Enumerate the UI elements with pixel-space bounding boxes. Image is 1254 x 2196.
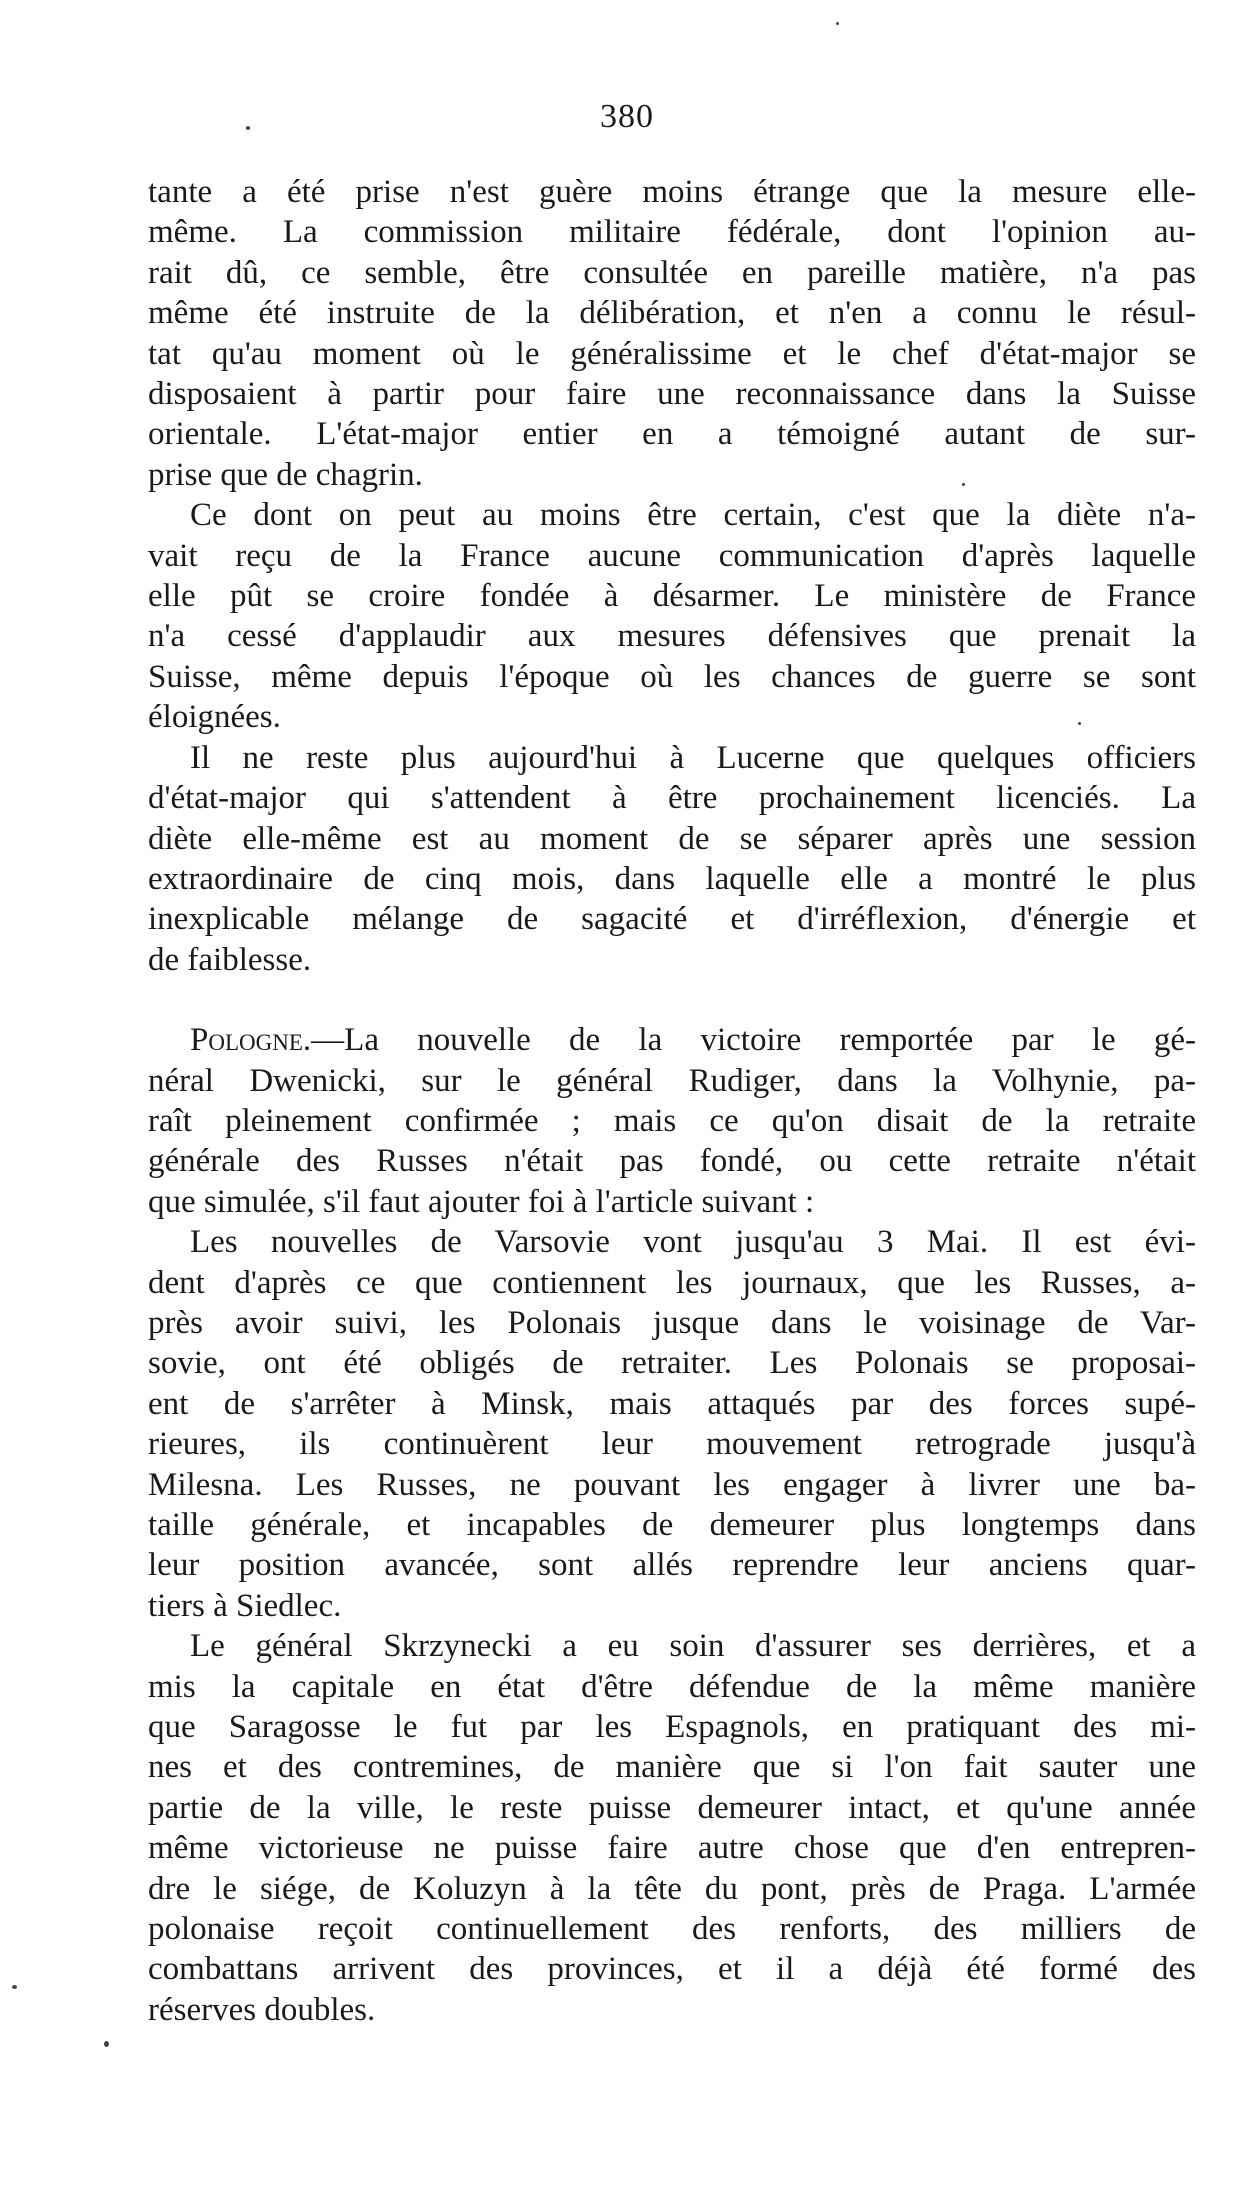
text-line: néral Dwenicki, sur le général Rudiger, dans la Volhynie, pa-: [148, 1062, 1196, 1099]
text-line: Ce dont on peut au moins être certain, c'est que la diète n'a-: [190, 497, 1196, 534]
paragraph: [148, 738, 1196, 980]
text-line: même été instruite de la délibération, et n'en a connu le résul-: [148, 295, 1196, 332]
text-line: réserves doubles.: [148, 1991, 376, 2028]
text-line: de faiblesse.: [148, 941, 312, 978]
text-fragment: —La nouvelle de la victoire remportée par le gé-: [311, 1022, 1196, 1059]
text-line: Milesna. Les Russes, ne pouvant les engager à livrer une ba-: [148, 1466, 1196, 1503]
scan-speck: [1078, 722, 1081, 725]
text-line: disposaient à partir pour faire une reconnaissance dans la Suisse: [148, 376, 1196, 413]
text-line: partie de la ville, le reste puisse demeurer intact, et qu'une année: [148, 1789, 1196, 1826]
text-line: diète elle-même est au moment de se séparer après une session: [148, 820, 1196, 857]
text-line: n'a cessé d'applaudir aux mesures défensives que prenait la: [148, 618, 1196, 655]
text-line: même victorieuse ne puisse faire autre chose que d'en entrepren-: [148, 1830, 1196, 1867]
scan-speck: [12, 1985, 17, 1989]
text-line: près avoir suivi, les Polonais jusque dans le voisinage de Var-: [148, 1304, 1196, 1341]
page-number: 380: [600, 98, 654, 135]
paragraph: [148, 172, 1196, 495]
text-line: générale des Russes n'était pas fondé, ou cette retraite n'était: [148, 1143, 1196, 1180]
scan-speck: [962, 483, 965, 486]
text-line: dre le siége, de Koluzyn à la tête du pont, près de Praga. L'armée: [148, 1870, 1196, 1907]
scan-speck: [246, 126, 250, 130]
text-line: nes et des contremines, de manière que si l'on fait sauter une: [148, 1749, 1196, 1786]
text-line: sovie, ont été obligés de retraiter. Les Polonais se proposai-: [148, 1345, 1196, 1382]
text-line: que simulée, s'il faut ajouter foi à l'article suivant :: [148, 1183, 815, 1220]
page-text: [148, 172, 1196, 2030]
text-line: rait dû, ce semble, être consultée en pareille matière, n'a pas: [148, 254, 1196, 291]
text-line: Suisse, même depuis l'époque où les chances de guerre se sont: [148, 658, 1196, 695]
text-line: que Saragosse le fut par les Espagnols, en pratiquant des mi-: [148, 1709, 1196, 1746]
text-line: Il ne reste plus aujourd'hui à Lucerne que quelques officiers: [190, 739, 1196, 776]
paragraph: [148, 1020, 1196, 1222]
text-line: Le général Skrzynecki a eu soin d'assurer ses derrières, et a: [190, 1628, 1196, 1665]
text-line: rieures, ils continuèrent leur mouvement retrograde jusqu'à: [148, 1426, 1196, 1463]
text-line: mis la capitale en état d'être défendue de la même manière: [148, 1668, 1196, 1705]
text-line: leur position avancée, sont allés reprendre leur anciens quar-: [148, 1547, 1196, 1584]
section-heading: Pologne.: [190, 1022, 312, 1059]
text-line: tiers à Siedlec.: [148, 1587, 342, 1624]
text-line: taille générale, et incapables de demeurer plus longtemps dans: [148, 1507, 1196, 1543]
text-line: dent d'après ce que contiennent les journaux, que les Russes, a-: [148, 1264, 1196, 1301]
scan-speck: [104, 2041, 109, 2047]
text-line: raît pleinement confirmée ; mais ce qu'on disait de la retraite: [148, 1102, 1196, 1139]
scan-speck: [836, 22, 839, 25]
text-line: polonaise reçoit continuellement des renforts, des milliers de: [148, 1911, 1196, 1948]
text-line: extraordinaire de cinq mois, dans laquelle elle a montré le plus: [148, 860, 1196, 897]
text-line: éloignées.: [148, 699, 281, 736]
paragraph: [148, 495, 1196, 737]
text-line: vait reçu de la France aucune communication d'après laquelle: [148, 537, 1196, 574]
paragraph: [148, 1626, 1196, 2030]
text-line: d'état-major qui s'attendent à être prochainement licenciés. La: [148, 780, 1196, 817]
text-line: tat qu'au moment où le généralissime et le chef d'état-major se: [148, 335, 1196, 372]
paragraph: [148, 1222, 1196, 1626]
text-line: elle pût se croire fondée à désarmer. Le ministère de France: [148, 578, 1196, 615]
text-line: tante a été prise n'est guère moins étrange que la mesure elle-: [148, 174, 1196, 210]
text-line: [148, 1020, 1196, 1060]
text-line: Les nouvelles de Varsovie vont jusqu'au 3 Mai. Il est évi-: [190, 1224, 1196, 1261]
text-line: même. La commission militaire fédérale, dont l'opinion au-: [148, 214, 1196, 251]
text-line: inexplicable mélange de sagacité et d'irréflexion, d'énergie et: [148, 901, 1196, 938]
text-line: orientale. L'état-major entier en a témoigné autant de sur-: [148, 416, 1196, 453]
text-line: ent de s'arrêter à Minsk, mais attaqués par des forces supé-: [148, 1385, 1196, 1422]
text-line: prise que de chagrin.: [148, 456, 423, 493]
text-line: combattans arrivent des provinces, et il a déjà été formé des: [148, 1951, 1196, 1988]
section-gap: [148, 980, 1196, 1020]
